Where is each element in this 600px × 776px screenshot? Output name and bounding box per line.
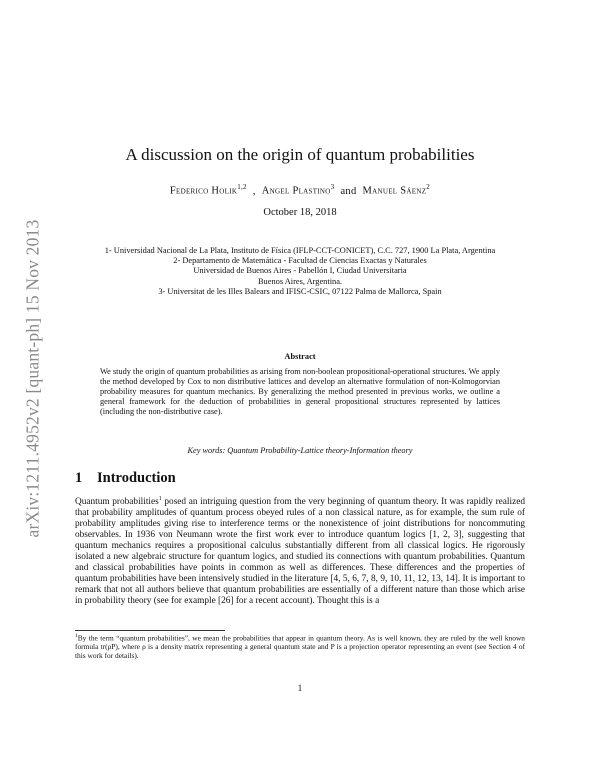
- footnote-marker: 1: [158, 496, 162, 502]
- abstract-heading: Abstract: [284, 352, 316, 361]
- author-affiliation-mark: 2: [426, 183, 431, 191]
- affiliation-line: 3- Universitat de les Illes Balears and IFISC-CSIC, 07122 Palma de Mallorca, Spain: [158, 286, 442, 296]
- section-number: 1: [75, 470, 83, 486]
- footnote-number: 1: [75, 633, 78, 639]
- affiliation-line: 2- Departamento de Matemática - Facultad de Ciencias Exactas y Naturales: [173, 256, 427, 266]
- author-name: Federico Holik: [169, 185, 238, 197]
- page-number: 1: [297, 684, 303, 694]
- author-list: [75, 183, 525, 197]
- affiliation-line: Buenos Aires, Argentina.: [257, 276, 343, 286]
- paper-title: A discussion on the origin of quantum probabilities: [125, 145, 475, 164]
- intro-text: posed an intriguing question from the very beginning of quantum theory. It was rapidly realized that probability amplitudes of quantum process obeyed rules of a non classical nature, as for example, the sum rule of probability amplitudes giving rise to interference terms or the nonexistence of joint distributions for noncommuting observables. In 1936 von Neumann wrote the first work ever to introduce quantum logics [1, 2, 3], suggesting that quantum mechanics requires a propositional calculus substantially different from all classical logics. He rigorously isolated a new algebraic structure for quantum logics, and studied its connections with quantum probabilities. Quantum and classical probabilities have points in common as well as differences. These differences and the properties of quantum probabilities have been intensively studied in the literature [4, 5, 6, 7, 8, 9, 10, 11, 12, 13, 14]. It is important to remark that not all authors believe that quantum probabilities are essentially of a different nature than those which arise in probability theory (see for example [26] for a recent account). Thought this is a: [75, 497, 525, 607]
- intro-lead: Quantum probabilities: [75, 497, 159, 508]
- footnote: [75, 632, 525, 660]
- arxiv-stamp: [18, 178, 48, 578]
- keywords: Key words: Quantum Probability-Lattice theory-Information theory: [187, 446, 413, 455]
- paper-date: October 18, 2018: [263, 207, 337, 218]
- author-name: Angel Plastino: [261, 185, 331, 197]
- section-title: Introduction: [97, 470, 176, 486]
- author-affiliation-mark: 1,2: [237, 183, 247, 191]
- author-conjunction: and: [340, 185, 357, 197]
- affiliations: [78, 246, 522, 297]
- affiliation-line: Universidad de Buenos Aires - Pabellón I, Ciudad Universitaria: [193, 266, 407, 276]
- author-affiliation-mark: 3: [330, 183, 335, 191]
- intro-paragraph: [75, 494, 525, 607]
- author-separator: ,: [252, 185, 256, 197]
- footnote-text: By the term “quantum probabilities”, we mean the probabilities that appear in quantum theory. As is well known, they are ruled by the well known formula tr(ρP), where ρ is a density matrix representing a general quantum state and P is a projection operator representing an event (see Section 4 of this work for details).: [75, 633, 525, 661]
- author-name: Manuel Sáenz: [362, 185, 427, 197]
- affiliation-line: 1- Universidad Nacional de La Plata, Instituto de Física (IFLP-CCT-CONICET), C.C. 727, 1900 La Plata, Argentina: [104, 246, 496, 255]
- footnote-rule: [75, 630, 225, 631]
- section-heading: [75, 470, 176, 487]
- abstract-text: We study the origin of quantum probabilities as arising from non-boolean propositional-operational structures. We apply the method developed by Cox to non distributive lattices and develop an alternative formulation of non-Kolmogorvian probability measures for quantum mechanics. By generalizing the method presented in previous works, we outline a general framework for the deduction of probabilities in general propositional structures represented by lattices (including the non-distributive case).: [100, 367, 500, 416]
- arxiv-stamp-text: arXiv:1211.4952v2 [quant-ph] 15 Nov 2013: [22, 219, 43, 537]
